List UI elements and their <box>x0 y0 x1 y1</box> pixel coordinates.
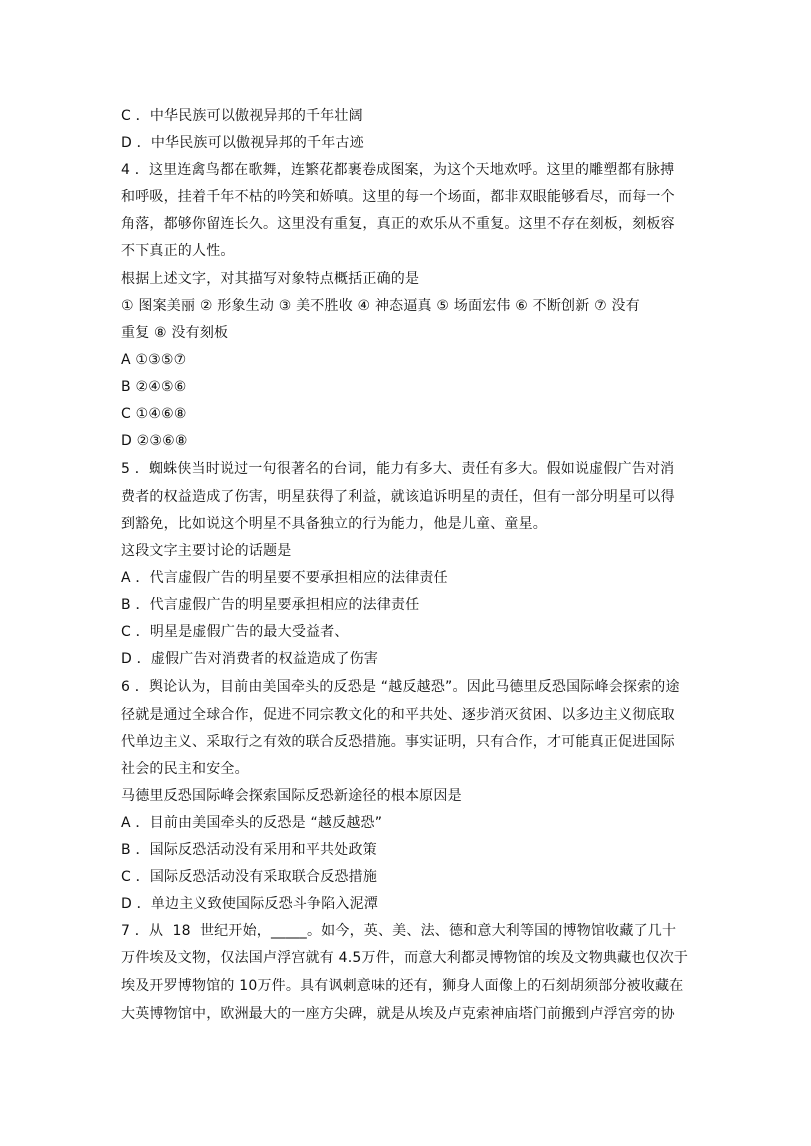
question-4-line-3: 角落，都够你留连长久。这里没有重复，真正的欢乐从不重复。这里不存在刻板，刻板容 <box>121 216 675 232</box>
question-6-line-3: 代单边主义、采取行之有效的联合反恐措施。事实证明，只有合作，才可能真正促进国际 <box>121 734 675 750</box>
question-6-line-1: 6 ．舆论认为，目前由美国牵头的反恐是 “越反越恐”。因此马德里反恐国际峰会探索的途 <box>121 679 680 695</box>
option-d-q3: D ．中华民族可以傲视异邦的千年古迹 <box>121 135 364 151</box>
option-a-q6: A ．目前由美国牵头的反恐是 “越反越恐” <box>121 815 383 831</box>
question-4-line-2: 和呼吸，挂着千年不枯的吟笑和娇嗔。这里的每一个场面，都非双眼能够看尽，而每一个 <box>121 189 675 205</box>
question-7-line-4: 大英博物馆中，欧洲最大的一座方尖碑，就是从埃及卢克索神庙塔门前搬到卢浮宫旁的协 <box>121 1006 675 1022</box>
question-6-prompt: 马德里反恐国际峰会探索国际反恐新途径的根本原因是 <box>121 788 462 804</box>
question-5-line-3: 到豁免，比如说这个明星不具备独立的行为能力，他是儿童、童星。 <box>121 516 547 532</box>
question-5-prompt: 这段文字主要讨论的话题是 <box>121 543 292 559</box>
option-b-q4: B ②④⑤⑥ <box>121 379 187 395</box>
question-7-line-3: 埃及开罗博物馆的 10万件。具有讽刺意味的还有，狮身人面像上的石刻胡须部分被收藏在 <box>121 978 684 994</box>
question-6-line-2: 径就是通过全球合作，促进不同宗教文化的和平共处、逐步消灭贫困、以多边主义彻底取 <box>121 707 675 723</box>
option-d-q6: D ．单边主义致使国际反恐斗争陷入泥潭 <box>121 896 379 912</box>
question-4-line-1: 4 ．这里连禽鸟都在歌舞，连繁花都裹卷成图案，为这个天地欢呼。这里的雕塑都有脉搏 <box>121 162 675 178</box>
option-c-q3: C ．中华民族可以傲视异邦的千年壮阔 <box>121 108 363 124</box>
question-4-prompt: 根据上述文字，对其描写对象特点概括正确的是 <box>121 271 420 287</box>
question-6-line-4: 社会的民主和安全。 <box>121 761 249 777</box>
option-d-q4: D ②③⑥⑧ <box>121 433 188 449</box>
option-a-q4: A ①③⑤⑦ <box>121 352 187 368</box>
question-5-line-1: 5 ．蜘蛛侠当时说过一句很著名的台词，能力有多大、责任有多大。假如说虚假广告对消 <box>121 461 675 477</box>
option-c-q5: C ．明星是虚假广告的最大受益者、 <box>121 624 349 640</box>
question-7-line-1: 7 ．从 18 世纪开始，_____。如今，英、美、法、德和意大利等国的博物馆收藏了几十 <box>121 923 677 939</box>
option-c-q4: C ①④⑥⑧ <box>121 406 187 422</box>
question-4-line-4: 不下真正的人性。 <box>121 243 235 259</box>
option-d-q5: D ．虚假广告对消费者的权益造成了伤害 <box>121 651 379 667</box>
option-b-q5: B ．代言虚假广告的明星要承担相应的法律责任 <box>121 597 420 613</box>
question-4-items-line-2: 重复 ⑧ 没有刻板 <box>121 325 229 341</box>
option-b-q6: B ．国际反恐活动没有采用和平共处政策 <box>121 842 377 858</box>
question-5-line-2: 费者的权益造成了伤害，明星获得了利益，就该追诉明星的责任，但有一部分明星可以得 <box>121 489 675 505</box>
question-7-line-2: 万件埃及文物，仅法国卢浮宫就有 4.5万件，而意大利都灵博物馆的埃及文物典藏也仅次于 <box>121 950 689 966</box>
option-a-q5: A ．代言虚假广告的明星要不要承担相应的法律责任 <box>121 570 448 586</box>
option-c-q6: C ．国际反恐活动没有采取联合反恐措施 <box>121 869 378 885</box>
question-4-items-line-1: ① 图案美丽 ② 形象生动 ③ 美不胜收 ④ 神态逼真 ⑤ 场面宏伟 ⑥ 不断创新 ⑦ 没有 <box>121 298 640 314</box>
